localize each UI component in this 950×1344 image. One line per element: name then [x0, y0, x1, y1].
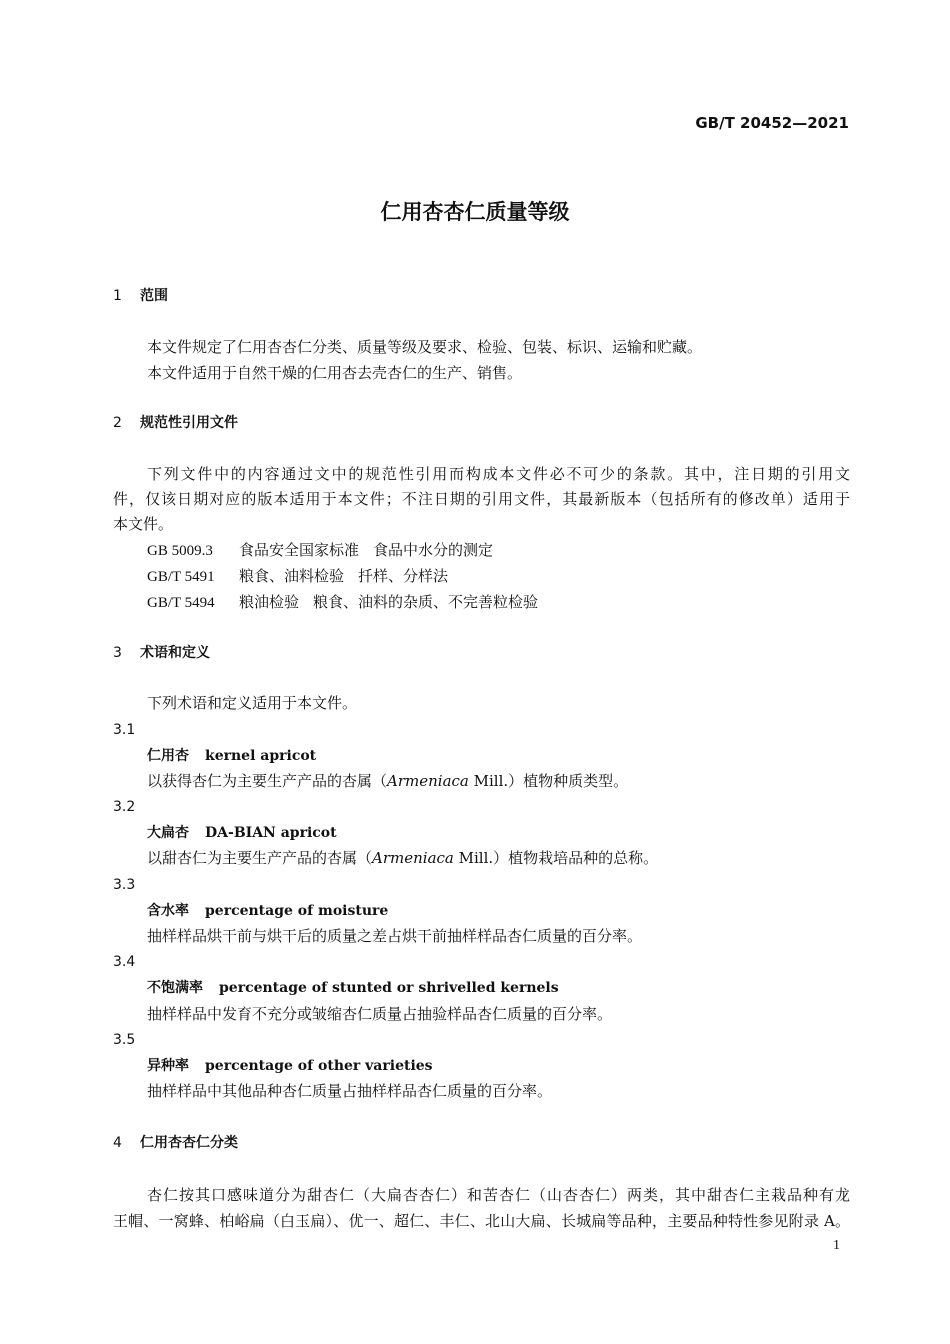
- term-heading: [147, 978, 559, 998]
- reference-code: GB 5009.3: [147, 543, 213, 559]
- section-heading-terms: [113, 643, 210, 663]
- term-heading: [147, 746, 316, 766]
- reference-item: [147, 592, 538, 613]
- reference-title: 粮食、油料检验: [239, 567, 345, 585]
- paragraph-line: 件，仅该日期对应的版本适用于本文件；不注日期的引用文件，其最新版本（包括所有的修改单）适用于: [113, 490, 850, 508]
- definition-text: Mill.）植物栽培品种的总称。: [453, 849, 659, 867]
- reference-title: 粮油检验: [239, 593, 300, 611]
- reference-item: [147, 540, 493, 561]
- term-en: percentage of other varieties: [205, 1058, 433, 1074]
- section-number: 2: [113, 415, 122, 431]
- term-number: 3.5: [113, 1032, 136, 1048]
- term-heading: [147, 1056, 433, 1076]
- paragraph: 本文件适用于自然干燥的仁用杏去壳杏仁的生产、销售。: [147, 364, 523, 382]
- term-number: 3.4: [113, 954, 136, 970]
- term-definition: 抽样样品烘干前与烘干后的质量之差占烘干前抽样样品杏仁质量的百分率。: [147, 927, 643, 945]
- term-number: 3.2: [113, 799, 136, 815]
- section-title: 仁用杏杏仁分类: [140, 1135, 238, 1151]
- term-heading: [147, 823, 337, 843]
- term-zh: 仁用杏: [147, 748, 189, 764]
- term-zh: 不饱满率: [147, 980, 203, 996]
- page-number: 1: [833, 1238, 840, 1253]
- section-number: 1: [113, 288, 122, 304]
- paragraph: 下列术语和定义适用于本文件。: [147, 694, 358, 712]
- paragraph-line: 本文件。: [113, 515, 174, 533]
- term-definition: 抽样样品中其他品种杏仁质量占抽样样品杏仁质量的百分率。: [147, 1082, 553, 1100]
- section-title: 规范性引用文件: [140, 415, 238, 431]
- section-title: 范围: [140, 288, 168, 304]
- section-number: 4: [113, 1135, 122, 1151]
- reference-item: [147, 566, 448, 587]
- term-zh: 异种率: [147, 1058, 189, 1074]
- term-en: percentage of stunted or shrivelled kernels: [219, 980, 559, 996]
- section-number: 3: [113, 645, 122, 661]
- reference-code: GB/T 5494: [147, 595, 215, 611]
- reference-subtitle: 食品中水分的测定: [373, 541, 494, 559]
- term-definition: 抽样样品中发育不充分或皱缩杏仁质量占抽验样品杏仁质量的百分率。: [147, 1005, 613, 1023]
- term-number: 3.1: [113, 722, 136, 738]
- standard-code: GB/T 20452—2021: [695, 114, 849, 132]
- term-definition: [147, 848, 658, 868]
- reference-title: 食品安全国家标准: [239, 541, 360, 559]
- document-title: 仁用杏杏仁质量等级: [380, 200, 570, 224]
- term-definition: [147, 771, 628, 791]
- reference-subtitle: 粮食、油料的杂质、不完善粒检验: [313, 593, 539, 611]
- term-heading: [147, 901, 388, 921]
- definition-text: 以获得杏仁为主要生产产品的杏属（: [147, 772, 388, 790]
- definition-text: 以甜杏仁为主要生产产品的杏属（: [147, 849, 373, 867]
- paragraph-line: 下列文件中的内容通过文中的规范性引用而构成本文件必不可少的条款。其中，注日期的引用文: [147, 465, 850, 483]
- section-title: 术语和定义: [140, 645, 210, 661]
- reference-subtitle: 扦样、分样法: [358, 567, 449, 585]
- section-heading-normative-references: [113, 413, 238, 433]
- paragraph-line: 杏仁按其口感味道分为甜杏仁（大扁杏杏仁）和苦杏仁（山杏杏仁）两类，其中甜杏仁主栽品种有龙: [147, 1186, 850, 1204]
- paragraph: 本文件规定了仁用杏杏仁分类、质量等级及要求、检验、包装、标识、运输和贮藏。: [147, 338, 703, 356]
- reference-code: GB/T 5491: [147, 569, 215, 585]
- section-heading-classification: [113, 1133, 238, 1153]
- term-zh: 含水率: [147, 903, 189, 919]
- genus-name: Armeniaca: [372, 849, 454, 867]
- paragraph-line: 王帽、一窝蜂、柏峪扁（白玉扁）、优一、超仁、丰仁、北山大扁、长城扁等品种，主要品种特性参见附录 A。: [113, 1212, 850, 1230]
- definition-text: Mill.）植物种质类型。: [468, 772, 629, 790]
- term-zh: 大扁杏: [147, 825, 189, 841]
- term-number: 3.3: [113, 877, 136, 893]
- term-en: percentage of moisture: [205, 903, 389, 919]
- term-en: kernel apricot: [205, 748, 317, 764]
- genus-name: Armeniaca: [387, 772, 469, 790]
- section-heading-scope: [113, 286, 168, 306]
- term-en: DA-BIAN apricot: [205, 825, 337, 841]
